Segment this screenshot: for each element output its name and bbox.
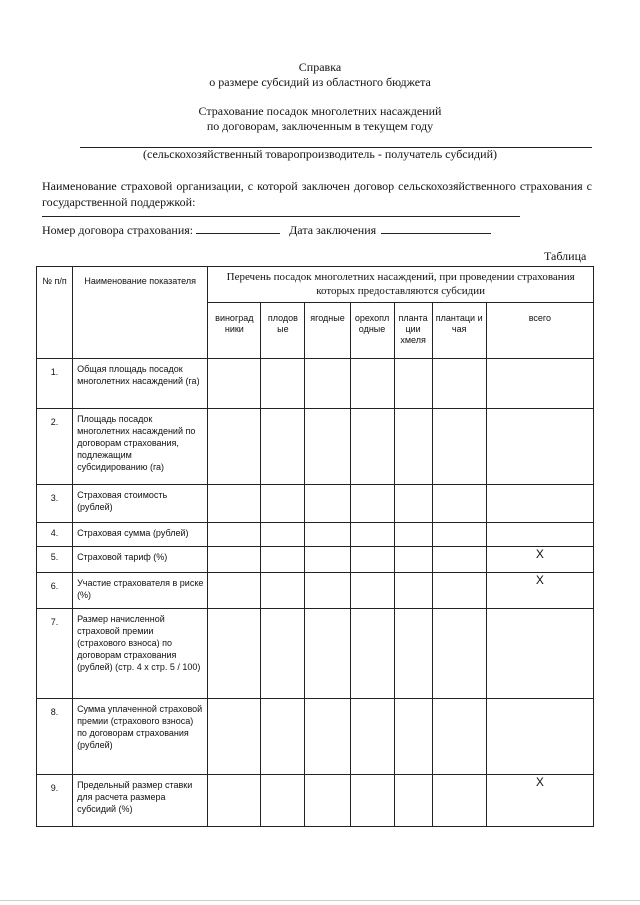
cell-hops[interactable] bbox=[394, 523, 432, 547]
cell-vineyards[interactable] bbox=[208, 699, 261, 775]
group-header: Перечень посадок многолетних насаждений, при проведении страхования которых предоставляются субсидии bbox=[208, 267, 594, 303]
heading-line-2: по договорам, заключенным в текущем году bbox=[206, 119, 434, 133]
insurer-text: Наименование страховой организации, с которой заключен договор сельскохозяйственного страхования с государственной поддержкой: bbox=[42, 179, 592, 209]
cell-total[interactable] bbox=[486, 359, 593, 409]
cell-vineyards[interactable] bbox=[208, 485, 261, 523]
col-header-nuts: орехопл одные bbox=[350, 303, 394, 359]
col-header-hops: планта ции хмеля bbox=[394, 303, 432, 359]
cell-vineyards[interactable] bbox=[208, 409, 261, 485]
cell-vineyards[interactable] bbox=[208, 609, 261, 699]
cell-vineyards[interactable] bbox=[208, 573, 261, 609]
cell-berries[interactable] bbox=[305, 359, 350, 409]
row-num: 7. bbox=[37, 609, 73, 699]
cell-total[interactable]: X bbox=[486, 547, 593, 573]
contract-number-label: Номер договора страхования: bbox=[42, 223, 194, 237]
row-name: Сумма уплаченной страховой премии (страхового взноса) по договорам страхования (рублей) bbox=[73, 699, 208, 775]
cell-vineyards[interactable] bbox=[208, 547, 261, 573]
cell-nuts[interactable] bbox=[350, 547, 394, 573]
row-name: Участие страхователя в риске (%) bbox=[73, 573, 208, 609]
cell-total[interactable] bbox=[486, 409, 593, 485]
cell-fruit[interactable] bbox=[261, 573, 305, 609]
col-header-fruit: плодов ые bbox=[261, 303, 305, 359]
row-num: 4. bbox=[37, 523, 73, 547]
cell-tea[interactable] bbox=[432, 573, 486, 609]
cell-hops[interactable] bbox=[394, 775, 432, 827]
cell-nuts[interactable] bbox=[350, 523, 394, 547]
cell-berries[interactable] bbox=[305, 573, 350, 609]
cell-vineyards[interactable] bbox=[208, 523, 261, 547]
cell-berries[interactable] bbox=[305, 775, 350, 827]
row-name: Страховая сумма (рублей) bbox=[73, 523, 208, 547]
insurer-blank-line bbox=[42, 216, 520, 217]
row-num: 5. bbox=[37, 547, 73, 573]
cell-fruit[interactable] bbox=[261, 523, 305, 547]
cell-nuts[interactable] bbox=[350, 573, 394, 609]
cell-hops[interactable] bbox=[394, 699, 432, 775]
cell-berries[interactable] bbox=[305, 547, 350, 573]
cell-fruit[interactable] bbox=[261, 699, 305, 775]
cell-nuts[interactable] bbox=[350, 699, 394, 775]
cell-tea[interactable] bbox=[432, 409, 486, 485]
cell-nuts[interactable] bbox=[350, 359, 394, 409]
row-name: Размер начисленной страховой премии (страхового взноса) по договорам страхования (рублей) (стр. 4 х стр. 5 / 100) bbox=[73, 609, 208, 699]
cell-hops[interactable] bbox=[394, 359, 432, 409]
cell-fruit[interactable] bbox=[261, 547, 305, 573]
row-num: 6. bbox=[37, 573, 73, 609]
heading-line-1: Страхование посадок многолетних насаждений bbox=[198, 104, 442, 118]
row-name: Площадь посадок многолетних насаждений по договорам страхования, подлежащим субсидированию (га) bbox=[73, 409, 208, 485]
cell-tea[interactable] bbox=[432, 547, 486, 573]
table-row bbox=[37, 485, 594, 523]
cell-tea[interactable] bbox=[432, 609, 486, 699]
scan-bottom-edge bbox=[0, 900, 640, 901]
contract-date-blank bbox=[381, 223, 491, 234]
cell-tea[interactable] bbox=[432, 523, 486, 547]
document-title: Справка bbox=[298, 60, 342, 74]
row-name: Общая площадь посадок многолетних насаждений (га) bbox=[73, 359, 208, 409]
cell-hops[interactable] bbox=[394, 547, 432, 573]
row-name: Предельный размер ставки для расчета размера субсидий (%) bbox=[73, 775, 208, 827]
cell-hops[interactable] bbox=[394, 609, 432, 699]
col-header-tea: плантаци и чая bbox=[432, 303, 486, 359]
cell-tea[interactable] bbox=[432, 699, 486, 775]
row-num: 9. bbox=[37, 775, 73, 827]
cell-hops[interactable] bbox=[394, 409, 432, 485]
row-name: Страховой тариф (%) bbox=[73, 547, 208, 573]
cell-fruit[interactable] bbox=[261, 609, 305, 699]
col-header-vineyards: виноград ники bbox=[208, 303, 261, 359]
cell-fruit[interactable] bbox=[261, 485, 305, 523]
table-row bbox=[37, 573, 594, 609]
cell-total[interactable] bbox=[486, 523, 593, 547]
table-row bbox=[37, 523, 594, 547]
cell-fruit[interactable] bbox=[261, 775, 305, 827]
cell-hops[interactable] bbox=[394, 485, 432, 523]
document-subtitle: о размере субсидий из областного бюджета bbox=[209, 75, 431, 89]
producer-label: (сельскохозяйственный товаропроизводитель - получатель субсидий) bbox=[143, 147, 497, 161]
contract-date-label: Дата заключения bbox=[289, 223, 377, 237]
col-header-berries: ягодные bbox=[305, 303, 350, 359]
subsidy-table bbox=[36, 266, 594, 827]
cell-nuts[interactable] bbox=[350, 775, 394, 827]
cell-nuts[interactable] bbox=[350, 609, 394, 699]
cell-berries[interactable] bbox=[305, 523, 350, 547]
table-row bbox=[37, 547, 594, 573]
cell-vineyards[interactable] bbox=[208, 775, 261, 827]
cell-berries[interactable] bbox=[305, 609, 350, 699]
cell-total[interactable]: X bbox=[486, 573, 593, 609]
table-row bbox=[37, 359, 594, 409]
row-num: 8. bbox=[37, 699, 73, 775]
row-name: Страховая стоимость (рублей) bbox=[73, 485, 208, 523]
table-row bbox=[37, 609, 594, 699]
cell-vineyards[interactable] bbox=[208, 359, 261, 409]
table-row bbox=[37, 409, 594, 485]
row-num: 3. bbox=[37, 485, 73, 523]
cell-tea[interactable] bbox=[432, 775, 486, 827]
cell-fruit[interactable] bbox=[261, 409, 305, 485]
cell-berries[interactable] bbox=[305, 485, 350, 523]
cell-fruit[interactable] bbox=[261, 359, 305, 409]
contract-line bbox=[42, 223, 491, 238]
cell-total[interactable] bbox=[486, 609, 593, 699]
cell-tea[interactable] bbox=[432, 359, 486, 409]
contract-number-blank bbox=[196, 223, 280, 234]
row-num: 2. bbox=[37, 409, 73, 485]
table-header-row bbox=[37, 267, 594, 303]
cell-total[interactable]: X bbox=[486, 775, 593, 827]
cell-berries[interactable] bbox=[305, 409, 350, 485]
col-header-name: Наименование показателя bbox=[73, 267, 208, 359]
cell-berries[interactable] bbox=[305, 699, 350, 775]
cell-hops[interactable] bbox=[394, 573, 432, 609]
col-header-total: всего bbox=[486, 303, 593, 359]
table-label: Таблица bbox=[544, 249, 587, 263]
table-row bbox=[37, 699, 594, 775]
cell-nuts[interactable] bbox=[350, 485, 394, 523]
cell-tea[interactable] bbox=[432, 485, 486, 523]
col-header-num: № п/п bbox=[37, 267, 73, 359]
table-row bbox=[37, 775, 594, 827]
cell-nuts[interactable] bbox=[350, 409, 394, 485]
cell-total[interactable] bbox=[486, 699, 593, 775]
row-num: 1. bbox=[37, 359, 73, 409]
cell-total[interactable] bbox=[486, 485, 593, 523]
